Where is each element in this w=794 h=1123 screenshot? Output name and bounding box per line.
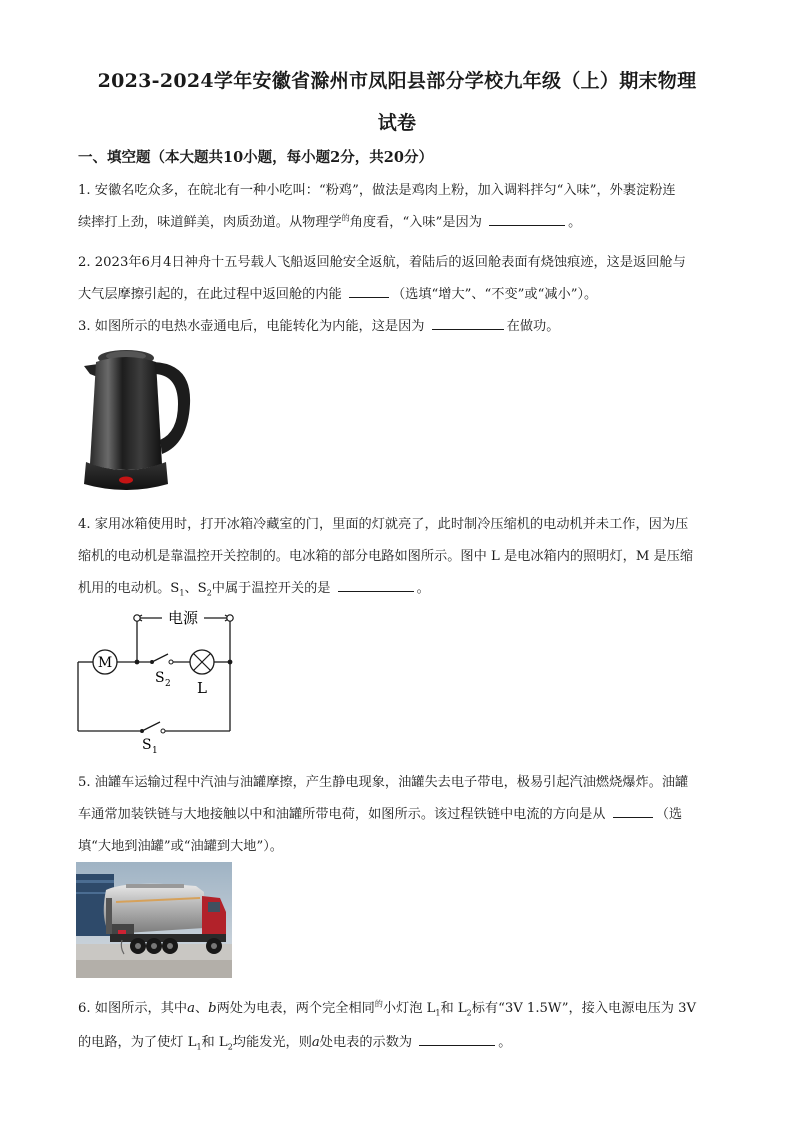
q5-answer-blank[interactable] <box>613 805 653 818</box>
q4-sub2: 2 <box>206 588 212 598</box>
q3-line1 <box>78 315 718 334</box>
switch-s2-blade <box>152 654 168 662</box>
oil-tanker-truck-image <box>76 862 232 978</box>
q6-var-a: a <box>187 1001 195 1016</box>
q6-answer-blank[interactable] <box>419 1033 495 1046</box>
q6-text-end: 。 <box>498 1035 512 1050</box>
q3-answer-blank[interactable] <box>432 317 504 330</box>
q1-text-end: 。 <box>568 215 582 230</box>
q3-text-b: 在做功。 <box>506 319 560 334</box>
q6-line1 <box>78 997 718 1018</box>
q2-text-b: （选填“增大”、“不变”或“减小”）。 <box>391 287 598 302</box>
q6-sub3: 1 <box>196 1042 202 1052</box>
q5-text-a: 车通常加装铁链与大地接触以中和油罐所带电荷，如图所示。该过程铁链中电流的方向是从 <box>78 807 606 822</box>
lamp-label: L <box>197 679 207 697</box>
q3-text-a: 3. 如图所示的电热水壶通电后，电能转化为内能，这是因为 <box>78 319 425 334</box>
q6-text-f: 的电路，为了使灯 L <box>78 1035 197 1050</box>
switch-s1-blade <box>142 722 160 731</box>
q4-line2: 缩机的电动机是靠温控开关控制的。电冰箱的部分电路如图所示。图中 L 是电冰箱内的照明灯，M 是压缩 <box>78 549 694 564</box>
switch-s1-sub: 1 <box>152 746 158 756</box>
q6-text-h: 均能发光，则 <box>232 1035 312 1050</box>
q6-text-c: 小灯泡 L <box>382 1001 436 1016</box>
q5-line3: 填“大地到油罐”或“油罐到大地”）。 <box>78 839 283 854</box>
q2-line1: 2. 2023年6月4日神舟十五号载人飞船返回舱安全返航，着陆后的返回舱表面有烧蚀痕迹，这是返回舱与 <box>78 255 686 270</box>
q4-text-end: 。 <box>416 581 430 596</box>
q5-line1: 5. 油罐车运输过程中汽油与油罐摩擦，产生静电现象，油罐失去电子带电，极易引起汽油燃烧爆炸。油罐 <box>78 775 689 790</box>
switch-s2-label: S <box>155 670 165 686</box>
q1-text-a: 续摔打上劲，味道鲜美，肉质劲道。从物理学 <box>78 215 342 230</box>
q1-answer-blank[interactable] <box>489 213 565 226</box>
q6-line2 <box>78 1031 718 1052</box>
q4-answer-blank[interactable] <box>338 579 414 592</box>
q6-text-i: 处电表的示数为 <box>319 1035 413 1050</box>
q6-text-g: 和 L <box>201 1035 228 1050</box>
q1-line1: 1. 安徽名吃众多，在皖北有一种小吃叫：“粉鸡”，做法是鸡肉上粉，加入调料拌匀“入味”，外裹淀粉连 <box>78 183 676 198</box>
section-heading: 一、填空题（本大题共10小题，每小题2分，共20分） <box>78 149 433 166</box>
refrigerator-circuit-diagram <box>72 606 242 756</box>
q2-text-a: 大气层摩擦引起的，在此过程中返回舱的内能 <box>78 287 342 302</box>
exam-title-line1: 2023-2024学年安徽省滁州市凤阳县部分学校九年级（上）期末物理 <box>97 70 697 92</box>
switch-s2-sub: 2 <box>165 679 171 689</box>
q4-sub1: 1 <box>179 588 185 598</box>
q1-text-b: 角度看，“入味”是因为 <box>349 215 482 230</box>
q4-text-b: 、S <box>184 581 207 596</box>
q6-sub4: 2 <box>227 1042 233 1052</box>
lamp-symbol <box>190 650 214 674</box>
q2-line2 <box>78 283 718 302</box>
q6-text-e: 标有“3V 1.5W”，接入电源电压为 3V <box>471 1001 697 1016</box>
q6-var-a2: a <box>311 1035 320 1050</box>
q4-line1: 4. 家用冰箱使用时，打开冰箱冷藏室的门，里面的灯就亮了，此时制冷压缩机的电动机并未工作，因为压 <box>78 517 689 532</box>
q1-line2 <box>78 211 718 230</box>
motor-label: M <box>97 655 113 671</box>
q6-sup: 的 <box>374 999 383 1009</box>
switch-s1-label: S <box>142 737 152 753</box>
q6-sub2: 2 <box>466 1008 472 1018</box>
q4-text-a: 机用的电动机。S <box>78 581 180 596</box>
q6-sep: 、 <box>194 1001 209 1016</box>
q6-text-a: 6. 如图所示，其中 <box>78 1001 188 1016</box>
q6-sub1: 1 <box>435 1008 441 1018</box>
q1-sup: 的 <box>341 213 350 223</box>
q5-text-b: （选 <box>655 807 683 822</box>
q6-text-d: 和 L <box>440 1001 467 1016</box>
q5-line2 <box>78 803 718 822</box>
q6-text-b: 两处为电表，两个完全相同 <box>216 1001 375 1016</box>
q4-text-c: 中属于温控开关的是 <box>211 581 331 596</box>
q2-answer-blank[interactable] <box>349 285 389 298</box>
electric-kettle-image <box>76 344 196 494</box>
exam-title-line2: 试卷 <box>377 112 417 134</box>
power-source-label: 电源 <box>167 609 199 627</box>
q6-var-b: b <box>208 1001 217 1016</box>
q4-line3 <box>78 577 718 598</box>
